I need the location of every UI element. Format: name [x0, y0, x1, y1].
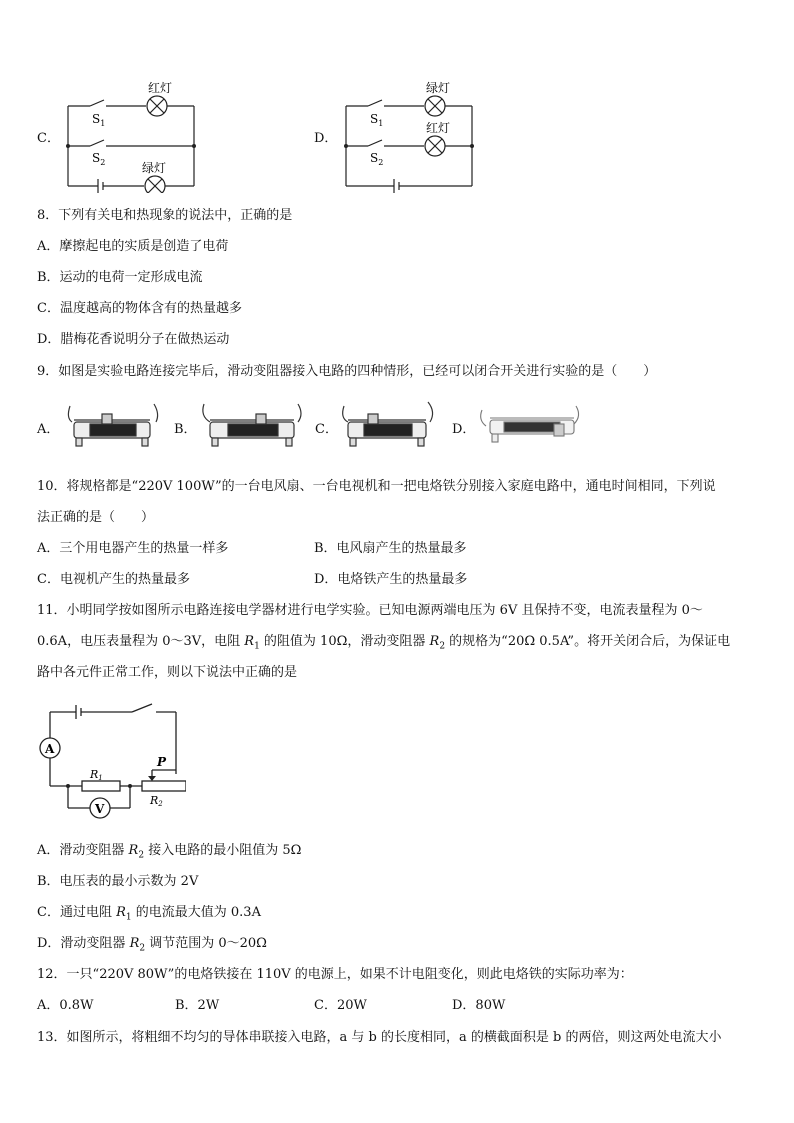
q9-option-d-label: D．	[452, 422, 476, 437]
q7d-s2-label: $S_2$	[370, 151, 384, 167]
q11-circuit-diagram	[36, 700, 186, 824]
q10-option-b: B．电风扇产生的热量最多	[314, 541, 467, 556]
q12-option-c: C．20W	[314, 998, 367, 1013]
q11-option-a: A．滑动变阻器 $R_2$ 接入电路的最小阻值为 5Ω	[37, 843, 302, 861]
q7c-s1-label: $S_1$	[92, 112, 106, 128]
q7c-lamp-top-label: 红灯	[148, 81, 173, 95]
q12-stem: 12．一只“220V 80W”的电烙铁接在 110V 的电源上，如果不计电阻变化，则此电烙铁的实际功率为：	[37, 967, 633, 982]
q12-option-b: B．2W	[175, 998, 220, 1013]
q9-option-b-label: B．	[174, 422, 197, 437]
slider-p-label: P	[157, 755, 167, 769]
q7d-s1-label: $S_1$	[370, 112, 384, 128]
q9-option-c-label: C．	[315, 422, 338, 437]
q7-option-d-label: D．	[314, 131, 338, 146]
q12-option-d: D．80W	[452, 998, 506, 1013]
voltmeter-label: V	[95, 802, 105, 816]
q10-option-c: C．电视机产生的热量最多	[37, 572, 190, 587]
q8-option-b: B．运动的电荷一定形成电流	[37, 270, 203, 285]
q7-option-c-label: C．	[37, 131, 60, 146]
q8-option-c: C．温度越高的物体含有的热量越多	[37, 301, 242, 316]
q7c-lamp-bottom-label: 绿灯	[142, 161, 167, 175]
q10-stem-line1: 10．将规格都是“220V 100W”的一台电风扇、一台电视机和一把电烙铁分别接入家庭电路中，通电时间相同，下列说	[37, 479, 716, 494]
q8-stem: 8．下列有关电和热现象的说法中，正确的是	[37, 208, 293, 223]
q11-stem-line2: 0.6A，电压表量程为 0～3V，电阻 $R_1$ 的阻值为 10Ω，滑动变阻器 $R_2$ 的规格为“20Ω 0.5A”。将开关闭合后，为保证电	[37, 634, 731, 652]
ammeter-label: A	[45, 742, 55, 756]
q9-rheostat-a-image	[62, 400, 162, 454]
q7d-lamp-top-label: 绿灯	[426, 81, 451, 95]
q11-option-c: C．通过电阻 $R_1$ 的电流最大值为 0.3A	[37, 905, 261, 923]
q11-option-b: B．电压表的最小示数为 2V	[37, 874, 199, 889]
q7-circuit-c	[60, 78, 200, 197]
q9-option-a-label: A．	[37, 422, 60, 437]
q8-option-d: D．腊梅花香说明分子在做热运动	[37, 332, 230, 347]
r2-label: R2	[150, 794, 163, 808]
q13-stem: 13．如图所示，将粗细不均匀的导体串联接入电路，a 与 b 的长度相同，a 的横截面积是 b 的两倍，则这两处电流大小	[37, 1030, 722, 1045]
q10-option-d: D．电烙铁产生的热量最多	[314, 572, 468, 587]
q7-circuit-d	[338, 78, 478, 197]
q10-option-a: A．三个用电器产生的热量一样多	[37, 541, 229, 556]
q10-stem-line2: 法正确的是（ ）	[37, 510, 155, 525]
q11-option-d: D．滑动变阻器 $R_2$ 调节范围为 0～20Ω	[37, 936, 267, 954]
q11-stem-line1: 11．小明同学按如图所示电路连接电学器材进行电学实验。已知电源两端电压为 6V 且保持不变，电流表量程为 0～	[37, 603, 703, 618]
q9-stem: 9．如图是实验电路连接完毕后，滑动变阻器接入电路的四种情形，已经可以闭合开关进行实验的是（ ）	[37, 364, 657, 379]
q9-rheostat-d-image	[476, 400, 586, 454]
q12-option-a: A．0.8W	[37, 998, 94, 1013]
q9-rheostat-b-image	[198, 400, 308, 454]
q11-stem-line3: 路中各元件正常工作，则以下说法中正确的是	[37, 665, 298, 680]
r1-label: R1	[90, 768, 103, 782]
q9-rheostat-c-image	[338, 400, 438, 454]
q7c-s2-label: $S_2$	[92, 151, 106, 167]
q7d-lamp-mid-label: 红灯	[426, 121, 451, 135]
q8-option-a: A．摩擦起电的实质是创造了电荷	[37, 239, 229, 254]
